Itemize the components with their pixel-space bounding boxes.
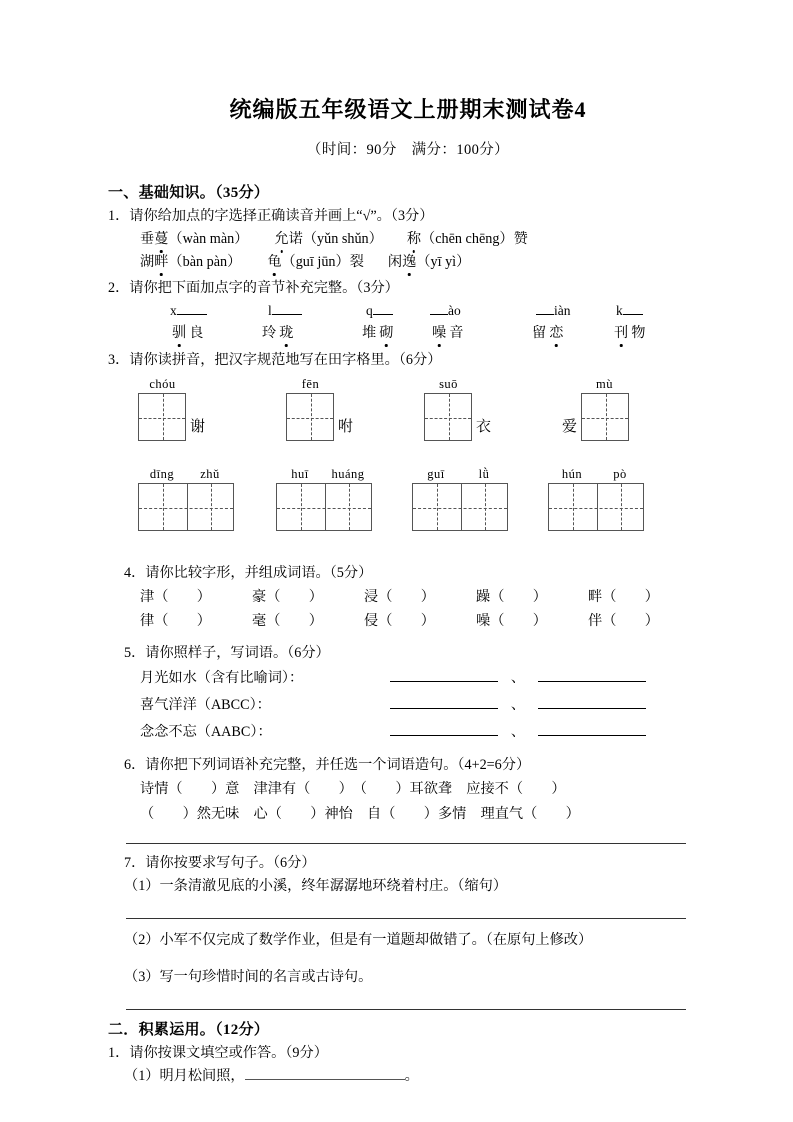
write-word-blank[interactable] <box>390 722 498 736</box>
tianzige-pinyin-syllable: hún <box>561 466 583 481</box>
question-3-stem: 3．请你读拼音，把汉字规范地写在田字格里。（6分） <box>108 351 442 368</box>
write-word-separator: 、 <box>510 724 526 741</box>
question-7-stem: 7．请你按要求写句子。（6分） <box>124 854 316 871</box>
tianzige-pinyin-syllable: huī <box>291 466 309 481</box>
tianzige-pinyin <box>276 466 372 483</box>
tianzige-vertical-guide <box>621 484 622 530</box>
write-word-separator: 、 <box>510 697 526 714</box>
write-word-blank[interactable] <box>390 668 498 682</box>
dotted-character: 噪 <box>432 322 446 345</box>
tianzige-pinyin-syllable: mù <box>596 376 613 391</box>
tianzige-cell-divider <box>325 484 326 530</box>
pinyin-fragment[interactable] <box>268 300 302 322</box>
tianzige-box-wrapper <box>548 483 644 531</box>
write-word-separator: 、 <box>510 670 526 687</box>
section2-item1-blank[interactable] <box>245 1066 405 1080</box>
dotted-character: 珑 <box>279 322 293 345</box>
plain-character: 物 <box>631 324 646 341</box>
question-3-grid-row-1[interactable] <box>108 376 708 462</box>
write-word-blank[interactable] <box>538 668 646 682</box>
tianzige-vertical-guide <box>349 484 350 530</box>
dotted-character: 畔 <box>154 251 168 274</box>
tianzige-box[interactable] <box>412 483 508 531</box>
tianzige-vertical-guide <box>449 394 450 440</box>
tianzige-pinyin <box>138 466 234 483</box>
question-2-words <box>140 322 708 346</box>
reading-choice-item[interactable] <box>388 254 470 270</box>
pinyin-blank[interactable] <box>272 303 302 315</box>
question-4-row-1[interactable] <box>108 585 708 610</box>
reading-choice-item[interactable] <box>407 231 528 247</box>
tianzige-vertical-guide <box>437 484 438 530</box>
tianzige-horizontal-guide <box>549 508 643 509</box>
tianzige-side-character: 衣 <box>476 418 492 435</box>
tianzige-pinyin-syllable: zhǔ <box>200 466 220 481</box>
character-compare-cell[interactable]: 浸（ ） <box>364 588 435 605</box>
dotted-character: 允 <box>274 228 288 251</box>
write-word-row <box>140 719 708 746</box>
dotted-character: 驯 <box>172 322 186 345</box>
pinyin-fragment-text: iàn <box>554 302 571 318</box>
tianzige-pinyin-syllable: chóu <box>149 376 176 391</box>
reading-choice-prefix: 闲 <box>387 253 403 270</box>
reading-choice-pinyin[interactable]: （yī yì） <box>416 253 471 270</box>
question-7-item-3: （3）写一句珍惜时间的名言或古诗句。 <box>124 968 373 985</box>
plain-character: 音 <box>449 324 464 341</box>
question-6-row-2[interactable]: （ ）然无味 心（ ）神怡 自（ ）多情 理直气（ ） <box>140 805 580 822</box>
section2-question-1 <box>108 1042 708 1088</box>
question-3-grid-row-2[interactable] <box>108 466 708 552</box>
reading-choice-pinyin[interactable]: （chēn chēng） <box>421 230 514 247</box>
write-word-blank[interactable] <box>390 695 498 709</box>
reading-choice-item[interactable] <box>140 254 241 270</box>
pinyin-fragment-text: l <box>268 302 272 318</box>
tianzige-cell-divider <box>597 484 598 530</box>
tianzige-horizontal-guide <box>582 418 628 419</box>
tianzige-pinyin-syllable: dīng <box>149 466 175 481</box>
pinyin-blank[interactable] <box>177 303 207 315</box>
write-word-label: 喜气洋洋（ABCC）： <box>140 697 271 714</box>
pinyin-target-word <box>532 322 566 345</box>
tianzige-box-wrapper <box>138 483 234 531</box>
pinyin-fragment[interactable] <box>170 300 207 322</box>
tianzige-vertical-guide <box>311 394 312 440</box>
tianzige-pinyin <box>581 376 629 393</box>
question-6-stem: 6．请你把下列词语补充完整，并任选一个词语造句。（4+2=6分） <box>124 757 531 774</box>
tianzige-horizontal-guide <box>413 508 507 509</box>
character-compare-cell[interactable]: 躁（ ） <box>476 588 547 605</box>
tianzige-box[interactable] <box>548 483 644 531</box>
plain-character: 留 <box>532 324 547 341</box>
plain-character: 玲 <box>262 324 277 341</box>
dotted-character: 刊 <box>614 322 628 345</box>
page-title: 统编版五年级语文上册期末测试卷4 <box>229 97 587 122</box>
pinyin-fragment-text: ào <box>448 302 461 318</box>
tianzige-box-wrapper <box>286 393 357 441</box>
tianzige-side-character: 爱 <box>562 418 578 435</box>
question-5 <box>108 642 708 746</box>
tianzige-vertical-guide <box>606 394 607 440</box>
tianzige-vertical-guide <box>485 484 486 530</box>
tianzige-unit[interactable] <box>558 376 629 441</box>
tianzige-side-character: 咐 <box>338 418 354 435</box>
tianzige-unit[interactable] <box>424 376 495 441</box>
pinyin-target-word <box>614 322 648 345</box>
pinyin-target-word <box>432 322 466 345</box>
reading-choice-pinyin[interactable]: （wàn màn） <box>168 230 249 247</box>
tianzige-vertical-guide <box>301 484 302 530</box>
tianzige-box[interactable] <box>424 393 472 441</box>
plain-character: 堆 <box>362 324 377 341</box>
character-compare-cell[interactable]: 畔（ ） <box>588 588 659 605</box>
section2-item1-prefix: （1）明月松间照， <box>124 1067 245 1084</box>
question-1-row-2 <box>108 251 708 274</box>
tianzige-box[interactable] <box>581 393 629 441</box>
question-1-row-1 <box>108 228 708 251</box>
tianzige-box-wrapper <box>558 393 629 441</box>
write-word-blank[interactable] <box>538 695 646 709</box>
tianzige-box-wrapper <box>424 393 495 441</box>
question-5-rows[interactable] <box>108 665 708 746</box>
tianzige-cell-divider <box>461 484 462 530</box>
character-compare-cell[interactable]: 侵（ ） <box>364 613 435 630</box>
reading-choice-prefix: 垂 <box>140 230 155 247</box>
section2-question-1-stem: 1．请你按课文填空或作答。（9分） <box>108 1044 328 1061</box>
question-7-item-1: （1）一条清澈见底的小溪，终年潺潺地环绕着村庄。（缩句） <box>124 877 508 894</box>
tianzige-unit[interactable] <box>138 376 209 441</box>
pinyin-blank[interactable] <box>430 303 448 315</box>
pinyin-target-word <box>172 322 206 345</box>
pinyin-target-word <box>362 322 396 345</box>
pinyin-target-word <box>262 322 296 345</box>
tianzige-vertical-guide <box>573 484 574 530</box>
character-compare-cell[interactable]: 律（ ） <box>140 613 211 630</box>
dotted-character: 称 <box>407 228 421 251</box>
question-5-stem: 5．请你照样子，写词语。（6分） <box>124 645 330 662</box>
reading-choice-prefix: 湖 <box>140 253 155 270</box>
pinyin-blank[interactable] <box>536 303 554 315</box>
reading-choice-pinyin[interactable]: （bàn pàn） <box>168 253 242 270</box>
pinyin-fragment[interactable] <box>536 300 571 322</box>
tianzige-pinyin-syllable: huáng <box>331 466 365 481</box>
tianzige-box-wrapper <box>138 393 209 441</box>
question-4 <box>108 562 708 635</box>
write-word-label: 念念不忘（AABC）： <box>140 724 272 741</box>
tianzige-pinyin-syllable: suō <box>439 376 458 391</box>
question-7 <box>108 852 708 1010</box>
character-compare-cell[interactable]: 津（ ） <box>140 588 211 605</box>
dotted-character: 恋 <box>549 322 563 345</box>
tianzige-box[interactable] <box>276 483 372 531</box>
dotted-character: 龟 <box>267 251 281 274</box>
page-subtitle: （时间：90分 满分：100分） <box>306 141 510 158</box>
question-3 <box>108 349 708 552</box>
reading-choice-tail: 赞 <box>513 230 528 247</box>
tianzige-unit[interactable] <box>286 376 357 441</box>
dotted-character: 砌 <box>379 322 393 345</box>
pinyin-fragment[interactable] <box>430 300 461 322</box>
tianzige-pinyin <box>548 466 644 483</box>
tianzige-pinyin-syllable: pò <box>613 466 627 481</box>
reading-choice-item[interactable] <box>140 231 248 247</box>
dotted-character: 逸 <box>402 251 416 274</box>
reading-choice-suffix: 诺 <box>288 230 303 247</box>
tianzige-horizontal-guide <box>139 508 233 509</box>
write-word-blank[interactable] <box>538 722 646 736</box>
tianzige-pinyin <box>412 466 508 483</box>
write-word-row <box>140 665 708 692</box>
reading-choice-item[interactable] <box>274 231 382 247</box>
reading-choice-pinyin[interactable]: （yǔn shǔn） <box>302 230 383 247</box>
question-2 <box>108 277 708 346</box>
section-heading-two: 二．积累运用。（12分） <box>108 1021 270 1038</box>
question-7-answer-line-1[interactable] <box>126 918 686 919</box>
pinyin-fragment[interactable] <box>616 300 643 322</box>
tianzige-cell-divider <box>187 484 188 530</box>
tianzige-vertical-guide <box>163 484 164 530</box>
tianzige-horizontal-guide <box>277 508 371 509</box>
dotted-character: 蔓 <box>154 228 168 251</box>
question-2-stem: 2．请你把下面加点字的音节补充完整。（3分） <box>108 279 399 296</box>
tianzige-horizontal-guide <box>287 418 333 419</box>
tianzige-box-wrapper <box>276 483 372 531</box>
tianzige-horizontal-guide <box>139 418 185 419</box>
tianzige-vertical-guide <box>163 394 164 440</box>
tianzige-box[interactable] <box>138 393 186 441</box>
reading-choice-pinyin[interactable]: （guī jūn） <box>281 253 350 270</box>
question-7-item-2: （2）小军不仅完成了数学作业，但是有一道题却做错了。（在原句上修改） <box>124 931 593 948</box>
reading-choice-item[interactable] <box>267 254 364 270</box>
pinyin-blank[interactable] <box>623 303 643 315</box>
section2-question-1-item-1 <box>108 1065 708 1088</box>
tianzige-pinyin-syllable: fēn <box>301 376 320 391</box>
character-compare-cell[interactable]: 噪（ ） <box>476 613 547 630</box>
write-word-label: 月光如水（含有比喻词）： <box>140 670 304 687</box>
question-4-row-2[interactable] <box>108 609 708 634</box>
tianzige-box[interactable] <box>138 483 234 531</box>
question-1-stem: 1．请你给加点的字选择正确读音并画上“√”。（3分） <box>108 207 434 224</box>
character-compare-cell[interactable]: 毫（ ） <box>252 613 323 630</box>
question-7-answer-line-2[interactable] <box>126 1009 686 1010</box>
pinyin-fragment-text: x <box>170 302 177 318</box>
plain-character: 良 <box>189 324 204 341</box>
character-compare-cell[interactable]: 豪（ ） <box>252 588 323 605</box>
tianzige-unit[interactable] <box>548 466 644 531</box>
character-compare-cell[interactable]: 伴（ ） <box>588 613 659 630</box>
question-4-stem: 4．请你比较字形，并组成词语。（5分） <box>124 564 373 581</box>
reading-choice-tail: 裂 <box>349 253 364 270</box>
section-heading-one: 一、基础知识。（35分） <box>108 184 270 201</box>
question-6-answer-line[interactable] <box>126 843 686 844</box>
tianzige-unit[interactable] <box>412 466 508 531</box>
tianzige-pinyin <box>287 376 335 393</box>
tianzige-box-wrapper <box>412 483 508 531</box>
write-word-row <box>140 692 708 719</box>
tianzige-unit[interactable] <box>276 466 372 531</box>
pinyin-fragment-text: k <box>616 302 623 318</box>
pinyin-fragment-text: q <box>366 302 373 318</box>
tianzige-pinyin <box>425 376 473 393</box>
pinyin-blank[interactable] <box>373 303 393 315</box>
tianzige-side-character: 谢 <box>190 418 206 435</box>
tianzige-unit[interactable] <box>138 466 234 531</box>
tianzige-box[interactable] <box>286 393 334 441</box>
section2-item1-suffix: 。 <box>404 1067 419 1084</box>
question-2-pinyin-blanks[interactable] <box>140 300 708 322</box>
tianzige-horizontal-guide <box>425 418 471 419</box>
question-6 <box>108 754 708 844</box>
tianzige-pinyin <box>139 376 187 393</box>
question-6-row-1[interactable]: 诗情（ ）意 津津有（ ） （ ）耳欲聋 应接不（ ） <box>140 781 566 798</box>
tianzige-pinyin-syllable: guī <box>427 466 445 481</box>
tianzige-pinyin-syllable: lǜ <box>478 466 490 481</box>
pinyin-fragment[interactable] <box>366 300 393 322</box>
page-content <box>108 0 708 1088</box>
tianzige-vertical-guide <box>211 484 212 530</box>
question-1 <box>108 205 708 274</box>
